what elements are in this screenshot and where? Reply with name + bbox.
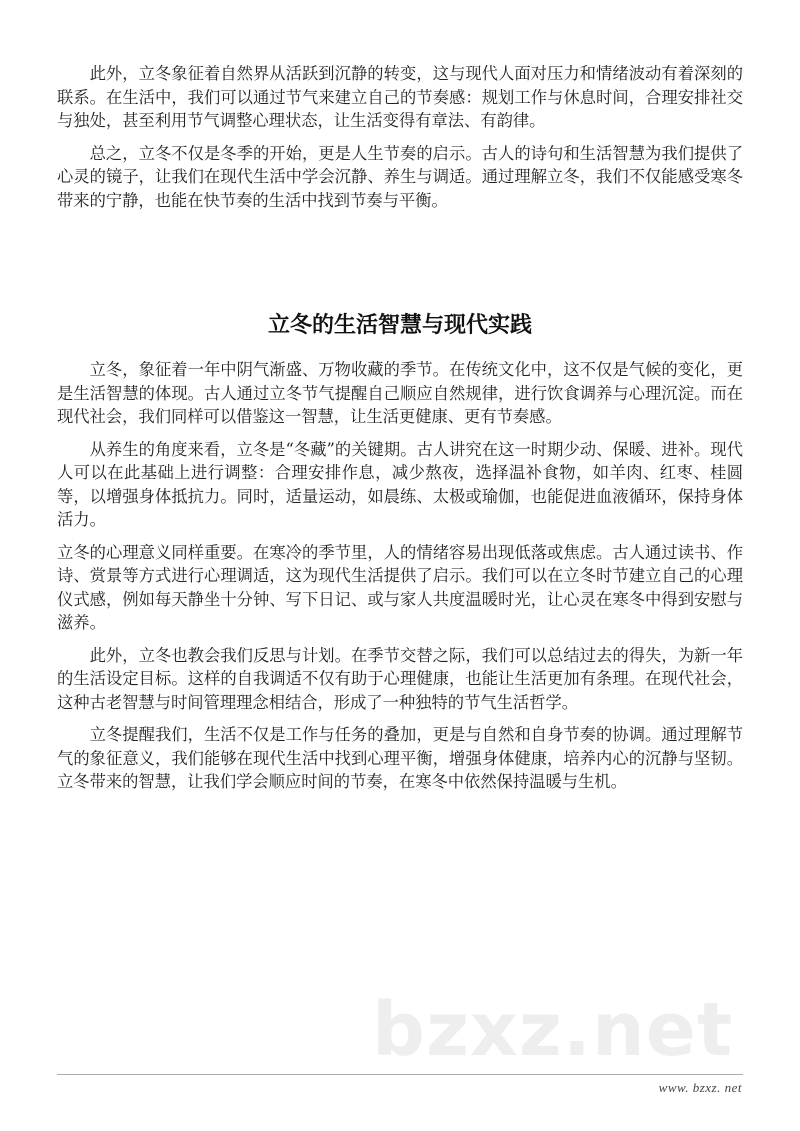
footer-url: www. bzxz. net — [658, 1080, 742, 1095]
paragraph: 总之，立冬不仅是冬季的开始，更是人生节奏的启示。古人的诗句和生活智慧为我们提供了心灵的镜子，让我们在现代生活中学会沉静、养生与调适。通过理解立冬，我们不仅能感受寒冬带来的宁静，也能在快节奏的生活中找到节奏与平衡。 — [57, 143, 743, 210]
paragraph: 此外，立冬象征着自然界从活跃到沉静的转变，这与现代人面对压力和情绪波动有着深刻的联系。在生活中，我们可以通过节气来建立自己的节奏感：规划工作与休息时间，合理安排社交与独处，甚至利用节气调整心理状态，让生活变得有章法、有韵律。 — [57, 64, 743, 130]
watermark: bzxz.net — [372, 987, 734, 1073]
paragraph: 立冬的心理意义同样重要。在寒冷的季节里，人的情绪容易出现低落或焦虑。古人通过读书、作诗、赏景等方式进行心理调适，这为现代生活提供了启示。我们可以在立冬时节建立自己的心理仪式感，例如每天静坐十分钟、写下日记、或与家人共度温暖时光，让心灵在寒冬中得到安慰与滋养。 — [57, 542, 743, 632]
top-text-block — [57, 62, 743, 221]
paragraph: 立冬提醒我们，生活不仅是工作与任务的叠加，更是与自然和自身节奏的协调。通过理解节气的象征意义，我们能够在现代生活中找到心理平衡，增强身体健康，培养内心的沉静与坚韧。立冬带来的智慧，让我们学会顺应时间的节奏，在寒冬中依然保持温暖与生机。 — [57, 725, 743, 791]
section-title: 立冬的生活智慧与现代实践 — [267, 313, 532, 338]
paragraph: 立冬，象征着一年中阴气渐盛、万物收藏的季节。在传统文化中，这不仅是气候的变化，更是生活智慧的体现。古人通过立冬节气提醒自己顺应自然规律，进行饮食调养与心理沉淀。而在现代社会，我们同样可以借鉴这一智慧，让生活更健康、更有节奏感。 — [57, 360, 743, 426]
paragraph: 从养生的角度来看，立冬是“冬藏”的关键期。古人讲究在这一时期少动、保暖、进补。现代人可以在此基础上进行调整：合理安排作息，减少熬夜，选择温补食物，如羊肉、红枣、桂圆等，以增强身体抵抗力。同时，适量运动，如晨练、太极或瑜伽，也能促进血液循环，保持身体活力。 — [57, 439, 743, 529]
section-body — [57, 358, 743, 803]
paragraph: 此外，立冬也教会我们反思与计划。在季节交替之际，我们可以总结过去的得失，为新一年的生活设定目标。这样的自我调适不仅有助于心理健康，也能让生活更加有条理。在现代社会，这种古老智慧与时间管理理念相结合，形成了一种独特的节气生活哲学。 — [57, 645, 743, 712]
footer-divider — [57, 1074, 743, 1075]
